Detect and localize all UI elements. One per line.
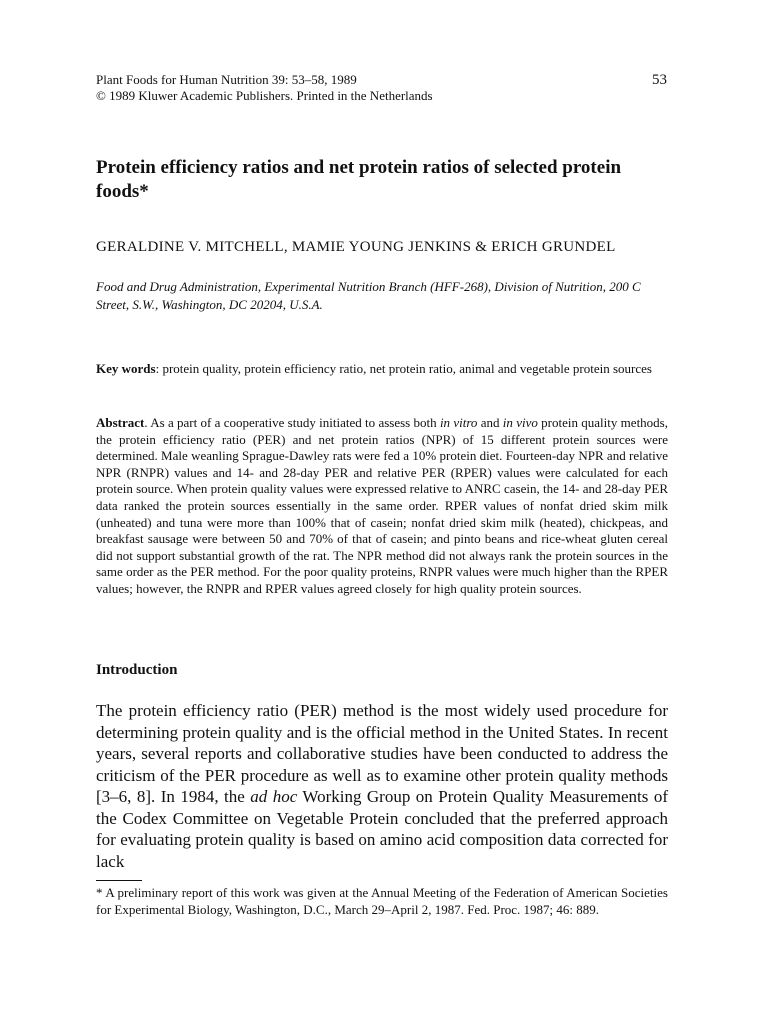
journal-citation: Plant Foods for Human Nutrition 39: 53–58, 1989 [96,72,357,87]
intro-text-2: Working Group on Protein Quality Measurements of the Codex Committee on Vegetable Protein concluded that the preferred approach for evaluating protein quality is based on amino acid composition data corrected for lack [96,787,668,871]
abstract-italic-in-vivo: in vivo [502,415,538,430]
intro-text-1: The protein efficiency ratio (PER) method is the most widely used procedure for determining protein quality and is the official method in the United States. In recent years, several reports and collaborative studies have been conducted to address the criticism of the PER procedure as well as to examine other protein quality methods [3–6, 8]. In 1984, the [96,701,668,806]
abstract-text-2: and [477,415,503,430]
intro-italic-ad-hoc: ad hoc [250,787,298,806]
keywords-label: Key words [96,361,156,376]
copyright-line: © 1989 Kluwer Academic Publishers. Printed in the Netherlands [96,88,433,103]
footnote: * A preliminary report of this work was given at the Annual Meeting of the Federation of American Societies for Experimental Biology, Washington, D.C., March 29–April 2, 1987. Fed. Proc. 1987; 46: 889. [96,885,668,917]
abstract-label: Abstract [96,415,145,430]
introduction-paragraph [96,700,668,872]
abstract-text-1: . As a part of a cooperative study initiated to assess both [144,415,440,430]
running-head [96,72,676,104]
keywords-text: : protein quality, protein efficiency ratio, net protein ratio, animal and vegetable protein sources [155,361,652,376]
author-list: GERALDINE V. MITCHELL, MAMIE YOUNG JENKINS & ERICH GRUNDEL [96,239,616,255]
page-number: 53 [652,72,667,88]
abstract-text-3: protein quality methods, the protein efficiency ratio (PER) and net protein ratios (NPR) of 15 different protein sources were determined. Male weanling Sprague-Dawley rats were fed a 10% protein diet. Fourteen-day NPR and relative NPR (RNPR) values and 14- and 28-day PER and relative PER (RPER) values were calculated for each protein source. When protein quality values were expressed relative to ANRC casein, the 14- and 28-day PER data ranked the protein sources essentially in the same order. RPER values of nonfat dried skim milk (unheated) and tuna were more than 100% that of casein; nonfat dried skim milk (heated), chickpeas, and breakfast sausage were between 50 and 70% of that of casein; and pinto beans and rice-wheat gluten cereal did not support substantial growth of the rat. The NPR method did not always rank the protein sources in the same order as the PER method. For the poor quality proteins, RNPR values were much higher than the RPER values; however, the RNPR and RPER values agreed closely for high quality protein sources. [96,415,668,596]
section-heading-introduction: Introduction [96,662,178,678]
article-title: Protein efficiency ratios and net protein ratios of selected protein foods* [96,157,622,202]
affiliation: Food and Drug Administration, Experimental Nutrition Branch (HFF-268), Division of Nutrition, 200 C Street, S.W., Washington, DC 20204, U.S.A. [96,279,641,312]
keywords [96,360,671,377]
abstract-italic-in-vitro: in vitro [439,415,478,430]
abstract [96,415,668,598]
footnote-rule [96,880,142,881]
